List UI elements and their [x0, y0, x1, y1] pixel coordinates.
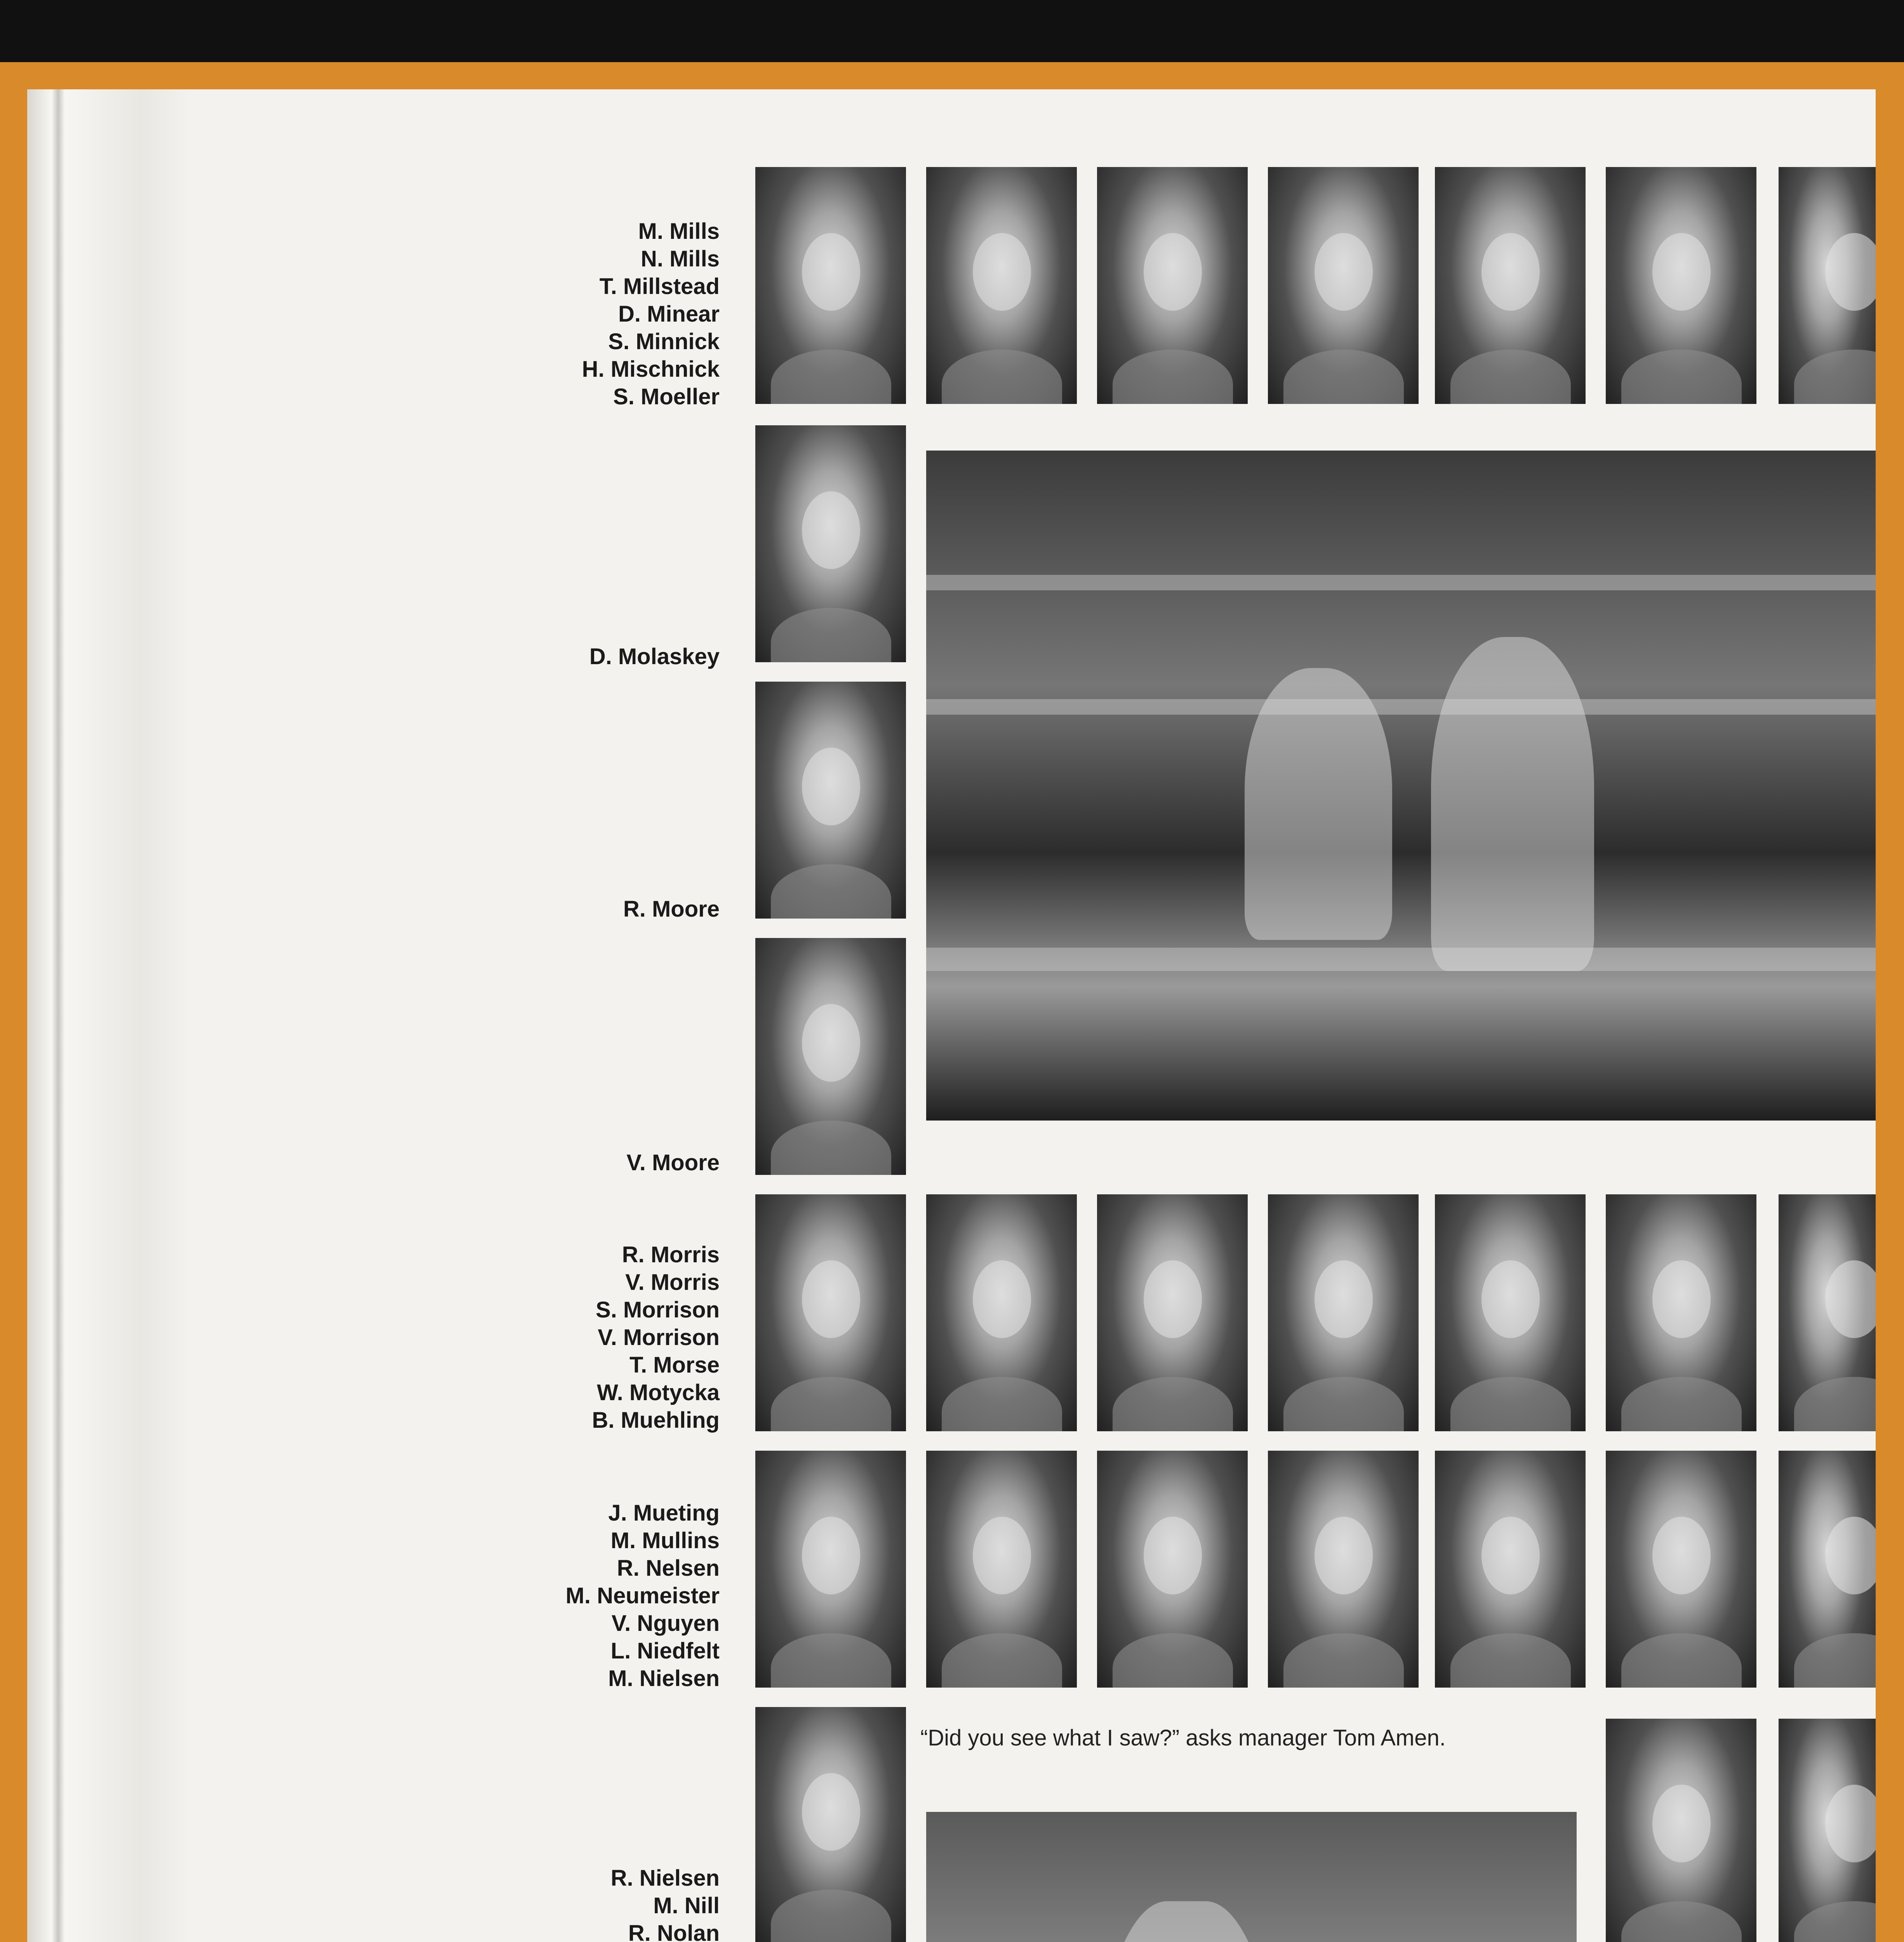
student-portrait [1779, 1451, 1876, 1688]
student-name: W. Motycka [597, 1380, 720, 1405]
student-name: T. Millstead [599, 274, 720, 299]
student-portrait [1779, 167, 1876, 404]
student-portrait [926, 167, 1077, 404]
student-name: R. Nielsen [610, 1865, 720, 1891]
student-portrait [1606, 1451, 1756, 1688]
student-name: D. Minear [618, 301, 720, 327]
student-portrait [1779, 1719, 1876, 1942]
student-portrait [755, 1707, 906, 1942]
student-name: M. Mullins [610, 1528, 720, 1553]
page-gutter [27, 89, 190, 1942]
student-name: M. Neumeister [565, 1583, 720, 1608]
student-portrait [1435, 1194, 1586, 1431]
student-portrait [755, 425, 906, 662]
bleachers-candid-photo [926, 451, 1876, 1121]
student-portrait [1779, 1194, 1876, 1431]
student-name: V. Nguyen [611, 1611, 720, 1636]
student-portrait [1097, 1194, 1248, 1431]
student-portrait [1268, 1194, 1419, 1431]
student-name: M. Nill [653, 1893, 720, 1918]
student-portrait [1606, 167, 1756, 404]
name-list-v-moore [626, 1149, 720, 1176]
name-list-row-3 [592, 1241, 720, 1434]
student-portrait [1606, 1719, 1756, 1942]
student-name: L. Niedfelt [610, 1638, 720, 1664]
student-name: R. Moore [623, 896, 720, 922]
student-name: J. Mueting [608, 1500, 720, 1526]
student-name: D. Molaskey [589, 644, 720, 669]
student-portrait [926, 1194, 1077, 1431]
student-portrait [755, 938, 906, 1175]
student-portrait [755, 167, 906, 404]
name-list-row-4 [566, 1499, 720, 1692]
football-manager-candid-photo [926, 1812, 1577, 1942]
student-name: R. Nelsen [617, 1556, 720, 1581]
student-name: H. Mischnick [582, 357, 720, 382]
student-name: M. Mills [638, 219, 720, 244]
name-list-r-moore [623, 895, 720, 923]
student-portrait [1097, 167, 1248, 404]
student-portrait [1435, 1451, 1586, 1688]
student-portrait [1435, 167, 1586, 404]
student-portrait [755, 1194, 906, 1431]
student-name: V. Morrison [598, 1325, 720, 1350]
student-name: S. Minnick [608, 329, 720, 354]
student-name: S. Morrison [595, 1297, 720, 1323]
student-name: V. Morris [625, 1270, 720, 1295]
student-portrait [926, 1451, 1077, 1688]
student-portrait [1606, 1194, 1756, 1431]
student-name: S. Moeller [613, 384, 720, 409]
student-name: R. Nolan [628, 1921, 720, 1942]
student-name: M. Nielsen [608, 1666, 720, 1691]
photo-caption: “Did you see what I saw?” asks manager Tom Amen. [920, 1725, 1446, 1751]
student-name: V. Moore [626, 1150, 720, 1175]
student-name: N. Mills [640, 246, 720, 271]
student-portrait [1268, 1451, 1419, 1688]
student-name: T. Morse [629, 1352, 720, 1378]
student-name: R. Morris [622, 1242, 720, 1267]
student-portrait [1268, 167, 1419, 404]
name-list-row-1 [582, 218, 720, 411]
student-portrait [755, 1451, 906, 1688]
student-name: B. Muehling [592, 1408, 720, 1433]
student-portrait [1097, 1451, 1248, 1688]
name-list-molaskey [589, 643, 720, 670]
name-list-row-5 [611, 1864, 720, 1942]
student-portrait [755, 682, 906, 919]
